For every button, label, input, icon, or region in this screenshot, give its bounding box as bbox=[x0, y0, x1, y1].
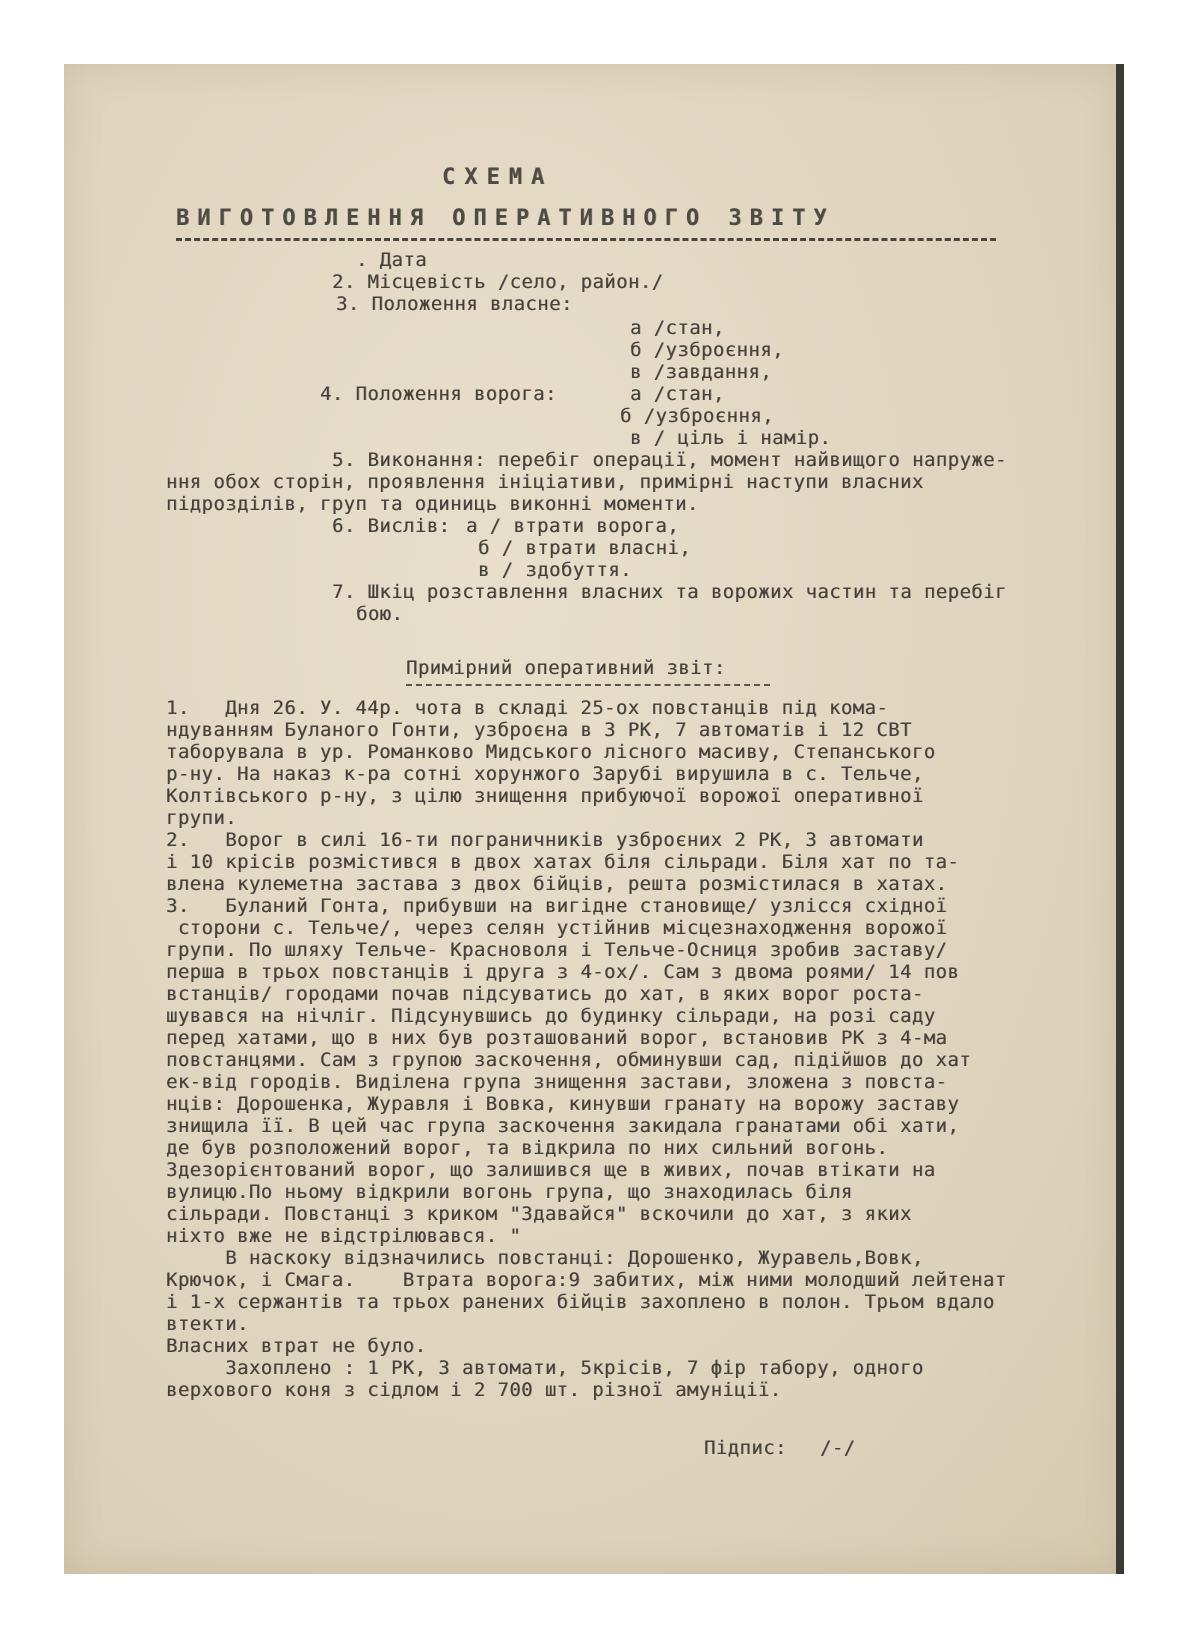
example-line: групи. bbox=[166, 807, 238, 829]
example-line: сільради. Повстанці з криком "Здавайся" вскочили до хат, з яких bbox=[166, 1203, 912, 1225]
scheme-item-6c: в / здобуття. bbox=[478, 559, 632, 581]
scheme-item-4a: а /стан, bbox=[630, 383, 725, 405]
example-line: Колтівського р-ну, з цілю знищення прибуючої ворожої оперативної bbox=[166, 785, 924, 807]
title-underline bbox=[176, 238, 996, 241]
example-line: перша в трьох повстанців і друга з 4-ох/. Сам з двома роями/ 14 пов bbox=[166, 961, 960, 983]
example-line: 1. Дня 26. У. 44р. чота в складі 25-ох повстанців під кома- bbox=[166, 697, 889, 719]
document-page bbox=[64, 64, 1124, 1574]
scheme-item-4c: в / ціль і намір. bbox=[630, 427, 832, 449]
scheme-item-7-cont: бою. bbox=[356, 603, 404, 625]
signature-value: /-/ bbox=[820, 1437, 856, 1459]
example-line: і 1-х сержантів та трьох ранених бійців захоплено в полон. Трьом вдало bbox=[166, 1291, 995, 1313]
example-line: нців: Дорошенка, Журавля і Вовка, кинувши гранату на ворожу заставу bbox=[166, 1093, 960, 1115]
example-line: Власних втрат не було. bbox=[166, 1335, 427, 1357]
example-title: Примірний оперативний звіт: bbox=[406, 657, 726, 679]
example-line: таборувала в ур. Романково Мидського лісного масиву, Степанського bbox=[166, 741, 936, 763]
scheme-item-4b: б /узброєння, bbox=[620, 405, 774, 427]
scheme-item-1: . Дата bbox=[356, 249, 428, 271]
document-title: СХЕМА bbox=[442, 165, 554, 190]
scheme-item-6b: б / втрати власні, bbox=[478, 537, 692, 559]
scheme-item-5-cont1: ння обох сторін, проявлення ініціативи, примірні наступи власних bbox=[166, 471, 924, 493]
scheme-item-6: 6. Вислів: bbox=[332, 515, 451, 537]
scheme-item-3c: в /завдання, bbox=[630, 361, 773, 383]
example-line: повстанцями. Сам з групою заскочення, обминувши сад, підійшов до хат bbox=[166, 1049, 972, 1071]
example-line: знищила її. В цей час група заскочення закидала гранатами обі хати, bbox=[166, 1115, 960, 1137]
document-subtitle: ВИГОТОВЛЕННЯ ОПЕРАТИВНОГО ЗВІТУ bbox=[176, 206, 835, 231]
scheme-item-2: 2. Місцевість /село, район./ bbox=[332, 271, 664, 293]
example-line: р-ну. На наказ к-ра сотні хорунжого Зарубі вирушила в с. Тельче, bbox=[166, 763, 924, 785]
example-line: встанців/ городами почав підсуватись до хат, в яких ворог роста- bbox=[166, 983, 924, 1005]
example-line: де був розположений ворог, та відкрила по них сильний вогонь. bbox=[166, 1137, 889, 1159]
example-line: Здезорієнтований ворог, що залишився ще в живих, почав втікати на bbox=[166, 1159, 936, 1181]
example-line: і 10 крісів розмістився в двох хатах біля сільради. Біля хат по та- bbox=[166, 851, 960, 873]
example-line: Захоплено : 1 РК, 3 автомати, 5крісів, 7 фір табору, одного bbox=[166, 1357, 924, 1379]
example-line: сторони с. Тельче/, через селян устійнив місцезнаходження ворожої bbox=[166, 917, 948, 939]
scheme-item-3: 3. Положення власне: bbox=[336, 293, 573, 315]
example-line: групи. По шляху Тельче- Красноволя і Тельче-Осниця зробив заставу/ bbox=[166, 939, 948, 961]
example-line: В наскоку відзначились повстанці: Дорошенко, Журавель,Вовк, bbox=[166, 1247, 924, 1269]
example-line: ніхто вже не відстрілювався. " bbox=[166, 1225, 522, 1247]
example-line: 3. Буланий Гонта, прибувши на вигідне становище/ узлісся східної bbox=[166, 895, 948, 917]
example-line: ек-від городів. Виділена група знищення застави, зложена з повста- bbox=[166, 1071, 948, 1093]
example-line: верхового коня з сідлом і 2 700 шт. різної амуніції. bbox=[166, 1379, 782, 1401]
scheme-item-3b: б /узброєння, bbox=[630, 339, 784, 361]
scheme-item-5-cont2: підрозділів, груп та одиниць виконні моменти. bbox=[166, 493, 699, 515]
scheme-item-3a: а /стан, bbox=[630, 317, 725, 339]
example-title-underline bbox=[406, 684, 770, 686]
scheme-item-5: 5. Виконання: перебіг операції, момент найвищого напруже- bbox=[332, 449, 1007, 471]
example-line: шувався на нічліг. Підсунувшись до будинку сільради, на розі саду bbox=[166, 1005, 936, 1027]
example-line: втекти. bbox=[166, 1313, 249, 1335]
example-line: вулицю.По ньому відкрили вогонь група, що знаходилась біля bbox=[166, 1181, 853, 1203]
example-line: перед хатами, що в них був розташований ворог, встановив РК з 4-ма bbox=[166, 1027, 948, 1049]
example-line: ндуванням Буланого Гонти, узброєна в 3 РК, 7 автоматів і 12 СВТ bbox=[166, 719, 912, 741]
scheme-item-4: 4. Положення ворога: bbox=[320, 383, 557, 405]
example-line: Крючок, і Смага. Втрата ворога:9 забитих, між ними молодший лейтенат bbox=[166, 1269, 1007, 1291]
scheme-item-7: 7. Шкіц розставлення власних та ворожих частин та перебіг bbox=[332, 581, 1007, 603]
signature-label: Підпис: bbox=[704, 1437, 787, 1459]
example-line: 2. Ворог в силі 16-ти пограничників узброєних 2 РК, 3 автомати bbox=[166, 829, 924, 851]
scan-edge bbox=[1116, 64, 1124, 1574]
scheme-item-6a: а / втрати ворога, bbox=[466, 515, 680, 537]
example-line: влена кулеметна застава з двох бійців, решта розмістилася в хатах. bbox=[166, 873, 948, 895]
